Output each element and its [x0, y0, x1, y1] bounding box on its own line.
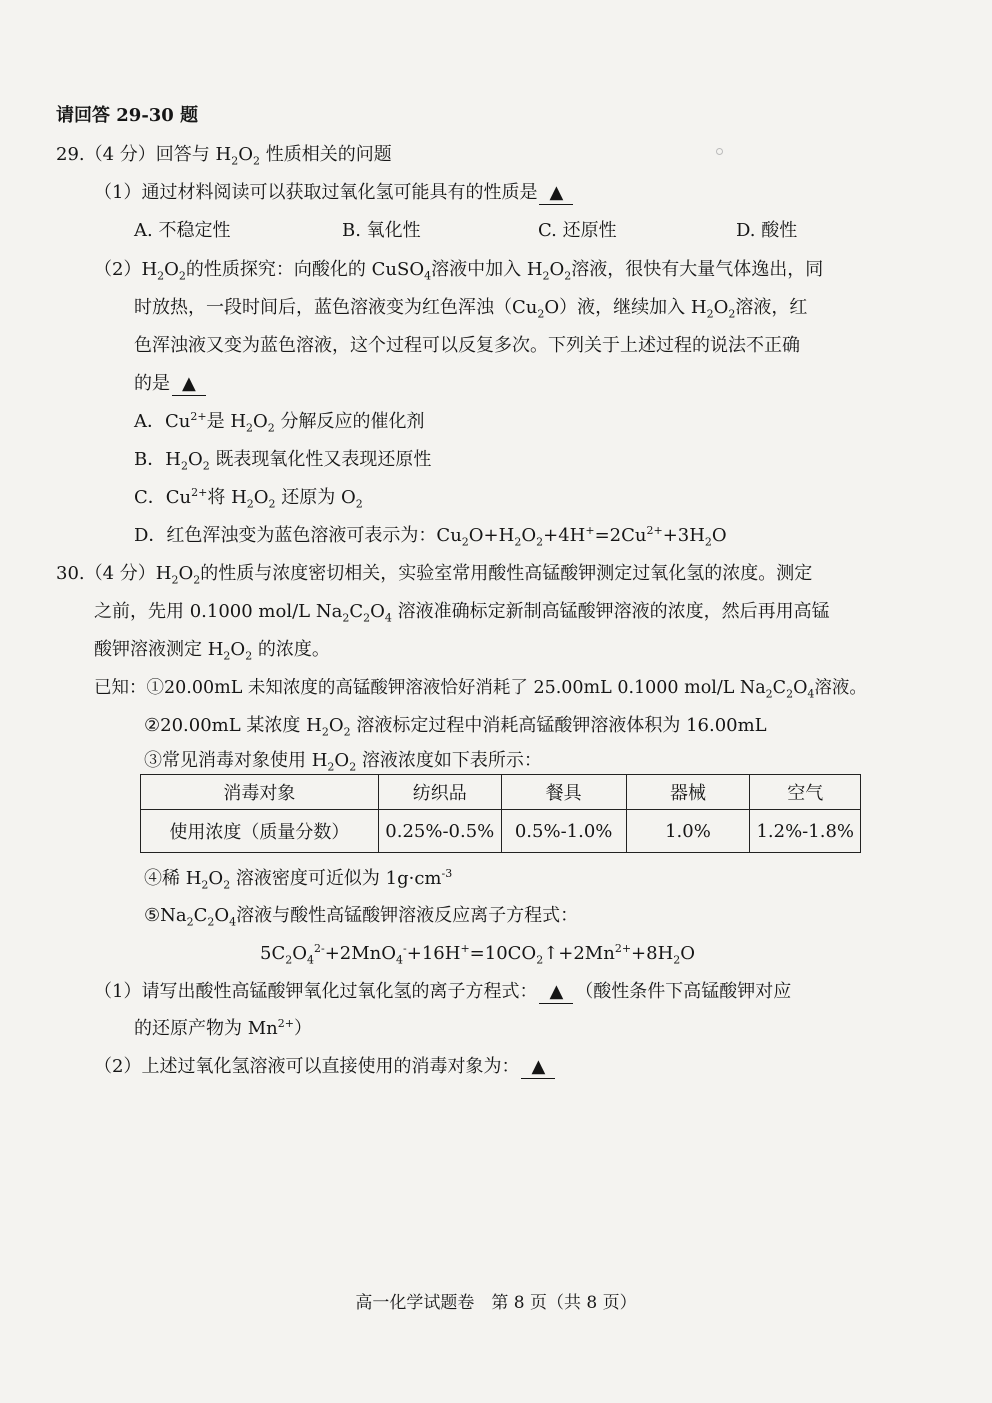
q30-known-1: 已知：①20.00mL 未知浓度的高锰酸钾溶液恰好消耗了 25.00mL 0.1000 mol/L $Na_2C_2O_4$溶液。 — [94, 678, 867, 701]
option-a: A. 不稳定性 — [134, 220, 231, 241]
table-cell: 0.5%-1.0% — [501, 810, 626, 853]
q29-option-d: D．红色浑浊变为蓝色溶液可表示为：$Cu_2O+H_2O_2+4H^+=2Cu^{2+}+3H_2O$ — [134, 524, 727, 549]
q29-part1: （1）通过材料阅读可以获取过氧化氢可能具有的性质是 ▲ — [94, 180, 575, 206]
table-header: 消毒对象 — [141, 775, 379, 810]
table-cell: 使用浓度（质量分数） — [141, 810, 379, 853]
option-d: D. 酸性 — [736, 220, 798, 241]
table-header-row — [141, 775, 861, 810]
q30-stem-line2: 之前，先用 0.1000 mol/L $Na_2C_2O_4$ 溶液准确标定新制高锰酸钾溶液的浓度，然后再用高锰 — [94, 601, 830, 625]
q29-option-c: C．$Cu^{2+}$将 $H_2O_2$ 还原为 $O_2$ — [134, 486, 363, 511]
table-header: 纺织品 — [378, 775, 501, 810]
scan-speck — [716, 148, 723, 155]
table-header: 空气 — [750, 775, 861, 810]
q29-option-b: B．$H_2O_2$ 既表现氧化性又表现还原性 — [134, 449, 432, 473]
q30-part1-line1: （1）请写出酸性高锰酸钾氧化过氧化氢的离子方程式： ▲ （酸性条件下高锰酸钾对应 — [94, 981, 792, 1002]
q29-option-a: A．$Cu^{2+}$是 $H_2O_2$ 分解反应的催化剂 — [134, 410, 425, 435]
q29-part2-line4: 的是 ▲ — [134, 371, 208, 397]
option-b: B. 氧化性 — [342, 220, 421, 241]
answer-blank[interactable]: ▲ — [521, 1056, 555, 1079]
q30-known-5: $⑤Na_2C_2O_4$溶液与酸性高锰酸钾溶液反应离子方程式： — [144, 905, 579, 929]
q30-known-4: ④稀 $H_2O_2$ 溶液密度可近似为 $1g\cdot cm^{-3}$ — [144, 867, 453, 892]
q30-part1-line2: 的还原产物为 $Mn^{2+}$） — [134, 1017, 312, 1039]
table-cell: 0.25%-0.5% — [378, 810, 501, 853]
q30-stem-line1: 30.（4 分）$H_2O_2$的性质与浓度密切相关，实验室常用酸性高锰酸钾测定过氧化氢的浓度。测定 — [56, 563, 813, 587]
q30-stem-line3: 酸钾溶液测定 $H_2O_2$ 的浓度。 — [94, 639, 330, 663]
table-cell: 1.2%-1.8% — [750, 810, 861, 853]
q29-part2-line1: $(2)H_2O_2$的性质探究：向酸化的 CuSO$_4$溶液中加入 $H_2O_2$溶液，很快有大量气体逸出，同 — [94, 259, 824, 283]
table-header: 器械 — [626, 775, 750, 810]
table-cell: 1.0% — [626, 810, 750, 853]
q29-part2-line2: 时放热，一段时间后，蓝色溶液变为红色浑浊$(Cu_2O)$液，继续加入 $H_2O_2$溶液，红 — [134, 297, 808, 321]
ion-equation: $5C_2O_4^{2-}+2MnO_4^-+16H^+=10CO_2↑+2Mn^{2+}+8H_2O$ — [260, 942, 696, 967]
option-c: C. 还原性 — [538, 220, 617, 241]
page-footer: 高一化学试题卷 第 8 页（共 8 页） — [355, 1293, 637, 1313]
table-row — [141, 810, 861, 853]
section-title: 请回答 29-30 题 — [56, 105, 199, 126]
q30-known-2: ②20.00mL 某浓度 $H_2O_2$ 溶液标定过程中消耗高锰酸钾溶液体积为 16.00mL — [144, 715, 767, 739]
q30-known-3: ③常见消毒对象使用 $H_2O_2$ 溶液浓度如下表所示： — [144, 750, 542, 774]
answer-blank[interactable]: ▲ — [539, 981, 573, 1004]
q29-part1-options — [134, 218, 797, 244]
answer-blank[interactable]: ▲ — [539, 182, 573, 205]
q30-part2: （2）上述过氧化氢溶液可以直接使用的消毒对象为： ▲ — [94, 1054, 557, 1080]
table-header: 餐具 — [501, 775, 626, 810]
answer-blank[interactable]: ▲ — [172, 373, 206, 396]
q29-stem: 29.（4 分）回答与 $H_2O_2$ 性质相关的问题 — [56, 144, 392, 168]
q29-part2-line3: 色浑浊液又变为蓝色溶液，这个过程可以反复多次。下列关于上述过程的说法不正确 — [134, 335, 800, 356]
disinfection-concentration-table — [140, 774, 861, 853]
